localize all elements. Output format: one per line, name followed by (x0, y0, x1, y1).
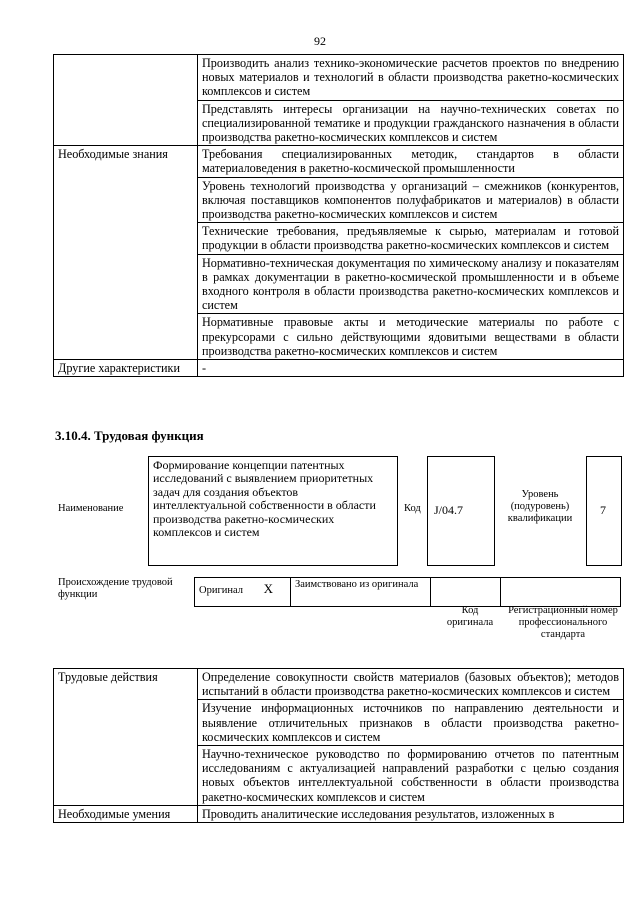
level-label: Уровень (подуровень) квалификации (507, 489, 573, 524)
borrowed-cell (291, 578, 431, 607)
table-row (54, 669, 624, 700)
reg-number-caption: Регистрационный номер профессионального стандарта (508, 605, 618, 640)
row-text: Определение совокупности свойств материалов (базовых объектов); методов испытаний в области производства ракетно-космических комплексов и систем (198, 669, 624, 700)
reg-number-cell (501, 578, 621, 607)
row-text: Нормативные правовые акты и методические материалы по работе с прекурсорами с сильно действующими ядовитыми веществами в области производства ракетно-космических комплексов и систем (198, 314, 624, 360)
code-label: Код (404, 503, 421, 514)
row-text: Производить анализ технико-экономические расчетов проектов по внедрению новых материалов и технологий в области производства ракетно-космических комплексов и систем (198, 55, 624, 101)
row-text: Изучение информационных источников по направлению деятельности и выявление отличительных признаков в области производства ракетно-космических комплексов и систем (198, 700, 624, 746)
table-row (54, 360, 624, 377)
row-text: Проводить аналитические исследования результатов, изложенных в (198, 805, 624, 822)
name-label: Наименование (58, 503, 124, 514)
code-original-cell (431, 578, 501, 607)
original-label: Оригинал (199, 585, 243, 596)
row-text: Требования специализированных методик, стандартов в области материаловедения в ракетно-космической промышленности (198, 146, 624, 177)
table-row (54, 55, 624, 101)
code-value: J/04.7 (434, 503, 464, 517)
row-text: Уровень технологий производства у организаций – смежников (конкурентов, включая поставщиков компонентов полуфабрикатов и материалов) в области производства ракетно-космических комплексов и систем (198, 177, 624, 223)
original-cell (195, 578, 291, 607)
competency-table-2 (53, 668, 624, 823)
original-mark: X (263, 581, 274, 596)
origin-table (194, 577, 621, 607)
table-row (54, 805, 624, 822)
level-value: 7 (600, 503, 606, 517)
row-text: Нормативно-техническая документация по химическому анализу и показателям в рамках документации в ракетно-космической промышленности и в объеме входного контроля в области производства ракетно-космических комплексов и систем (198, 254, 624, 314)
row-text: - (198, 360, 624, 377)
row-label: Другие характеристики (54, 360, 198, 377)
row-label: Необходимые знания (54, 146, 198, 360)
function-name-box (148, 456, 398, 566)
section-title: 3.10.4. Трудовая функция (55, 428, 204, 443)
origin-label: Происхождение трудовой функции (58, 577, 173, 600)
code-original-caption: Код оригинала (446, 605, 494, 628)
row-label: Трудовые действия (54, 669, 198, 806)
row-text: Научно-техническое руководство по формированию отчетов по патентным исследованиям с актуализацией направлений разработки с целью создания новых объектов интеллектуальной собственности в области производства ракетно-космических комплексов и систем (198, 746, 624, 806)
row-label (54, 55, 198, 146)
table-row (54, 146, 624, 177)
code-box (427, 456, 495, 566)
row-label: Необходимые умения (54, 805, 198, 822)
row-text: Технические требования, предъявляемые к сырью, материалам и готовой продукции в области производства ракетно-космических комплексов и систем (198, 223, 624, 254)
row-text: Представлять интересы организации на научно-технических советах по специализированной тематике и продукции гражданского назначения в области производства ракетно-космических комплексов и систем (198, 100, 624, 146)
borrowed-label: Заимствовано из оригинала (295, 579, 419, 590)
competency-table-1 (53, 54, 624, 377)
page-number: 92 (314, 34, 326, 48)
function-name-value: Формирование концепции патентных исследований с выявлением приоритетных задач для создания объектов интеллектуальной собственности в области производства ракетно-космических комплексов и систем (153, 458, 376, 540)
level-box (586, 456, 622, 566)
